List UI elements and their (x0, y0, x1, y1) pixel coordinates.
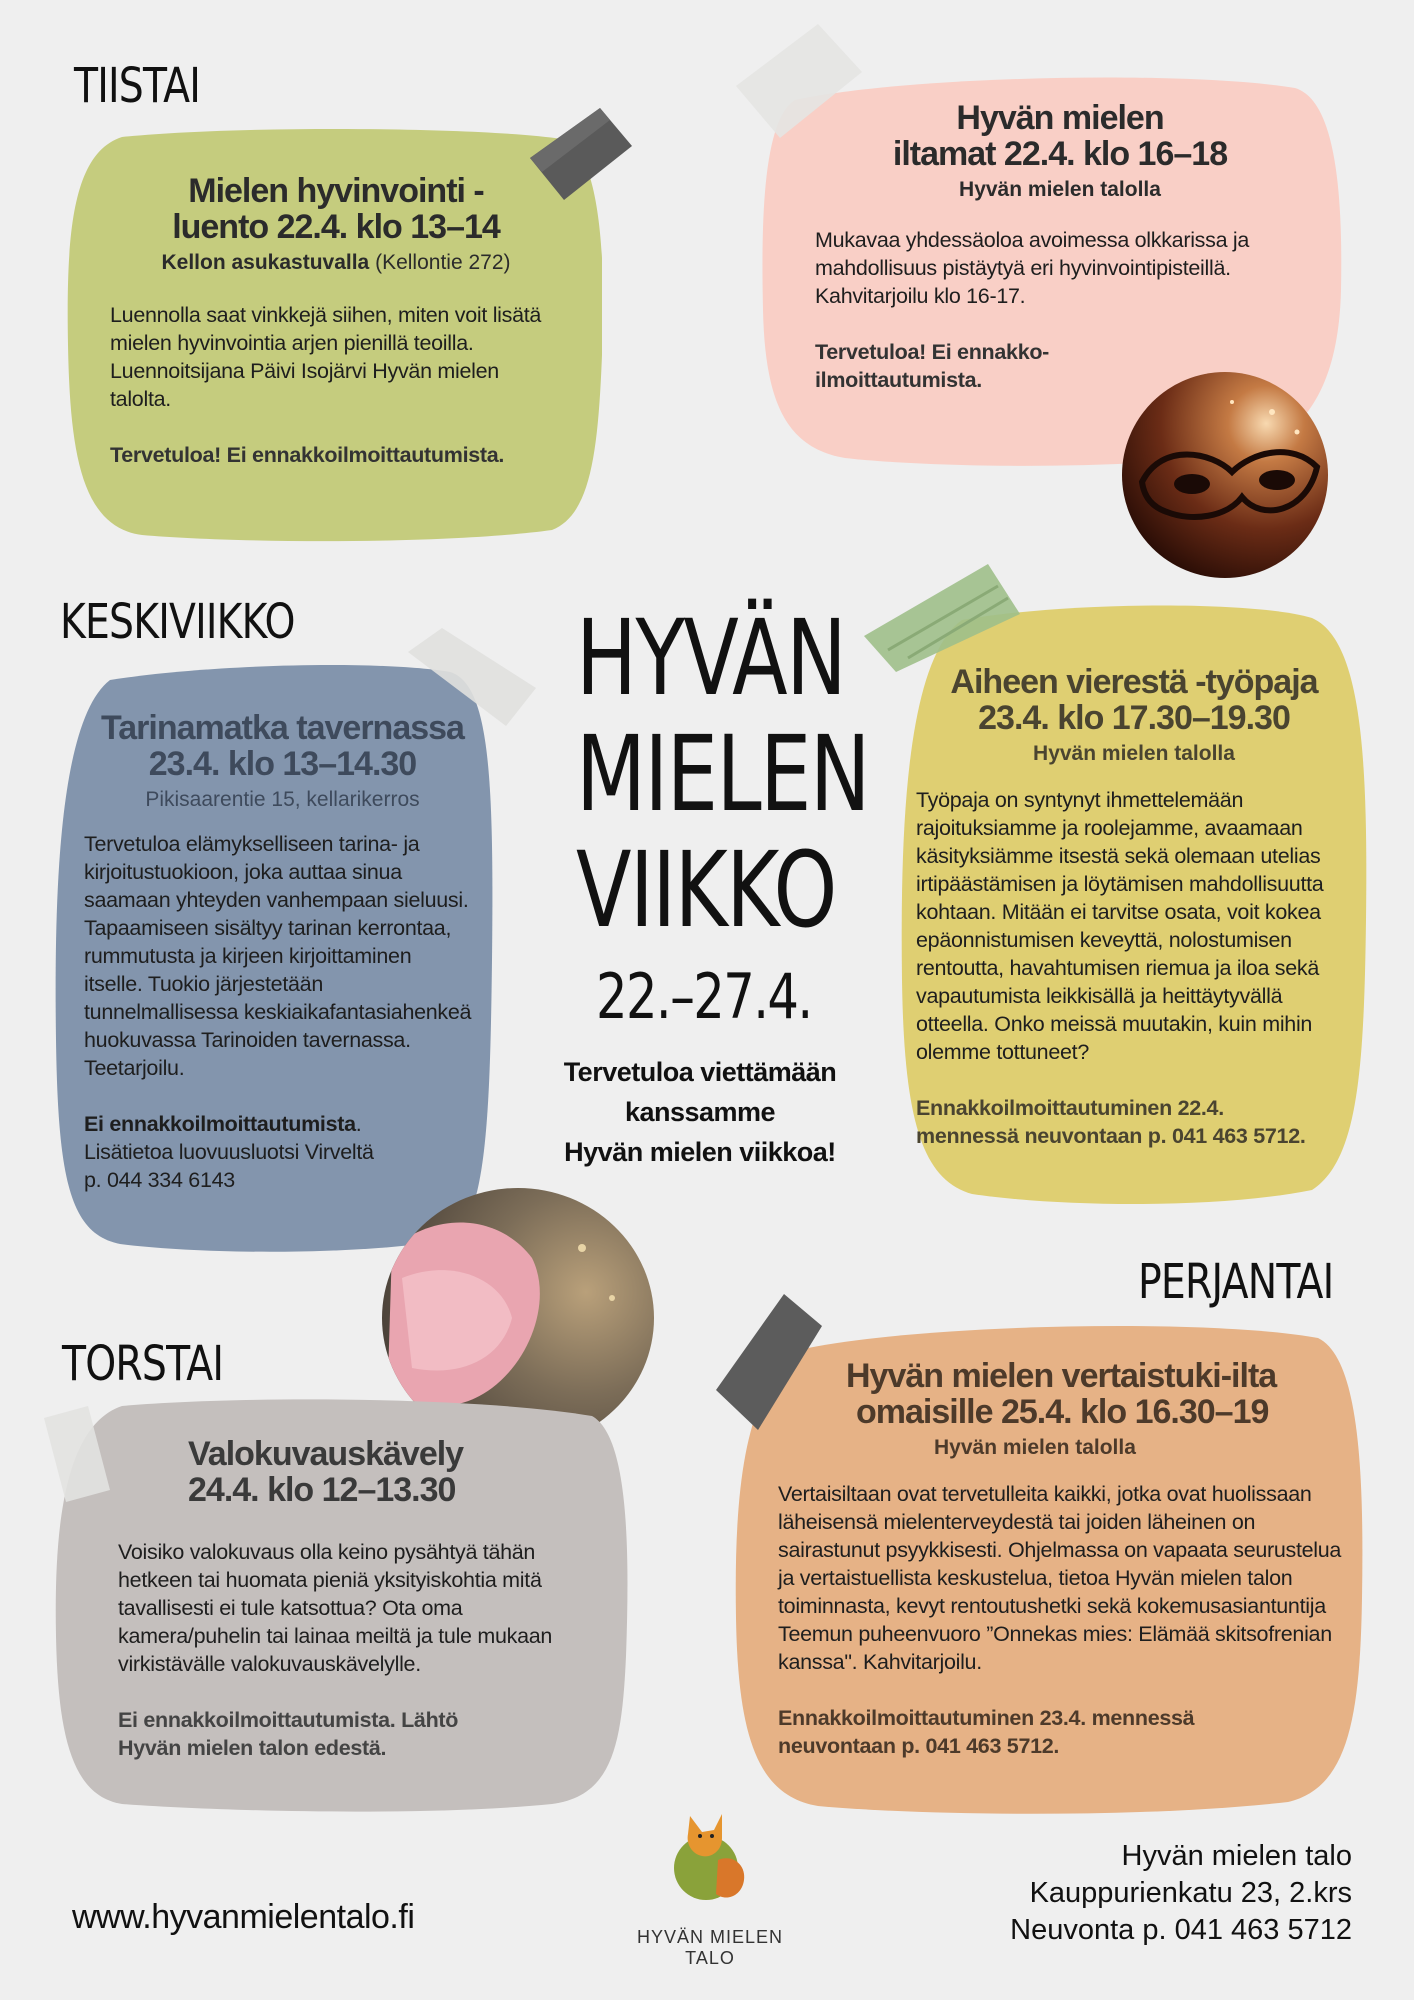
event-registration-note: Ei ennakkoilmoittautumista (84, 1112, 356, 1136)
event-registration-note: Hyvän mielen talon edestä. (118, 1736, 387, 1760)
event-description-line: mahdollisuus pistäytyä eri hyvinvointipisteillä. (815, 256, 1231, 280)
tape-decoration-dark (710, 1286, 830, 1436)
event-location: Hyvän mielen talolla (959, 178, 1161, 201)
event-description-line: käsityksiämme itsestä sekä olemaan utelias (916, 844, 1321, 868)
event-description-line: vapautumista leikkisällä ja heittäytyvällä (916, 984, 1283, 1008)
event-description-line: läheisensä mielenterveydestä tai joiden läheinen on (778, 1510, 1256, 1534)
event-description-line: Voisiko valokuvaus olla keino pysähtyä tähän (118, 1540, 536, 1564)
event-description-line: mielen hyvinvointia arjen pienillä teoilla. (110, 331, 474, 355)
event-contact-line: Lisätietoa luovuusluotsi Virveltä (84, 1140, 374, 1164)
page-title-line: VIIKKO (576, 829, 836, 951)
event-description-line: toiminnasta, kevyt rentoutushetki sekä kokemusasiantuntija (778, 1594, 1326, 1618)
event-description-line: virkistävälle valokuvauskävelylle. (118, 1652, 421, 1676)
event-description-line: Tervetuloa elämykselliseen tarina- ja (84, 832, 420, 856)
event-description-line: Luennoitsijana Päivi Isojärvi Hyvän mielen talolta. (110, 359, 499, 411)
event-location: Kellon asukastuvalla (161, 251, 370, 274)
tape-decoration-green (858, 558, 1028, 678)
event-description-line: tunnelmallisessa keskiaikafantasiahenkeä (84, 1000, 472, 1024)
event-description-line: sairastunut psyykkisesti. Ohjelmassa on vapaata seurustelua (778, 1538, 1342, 1562)
page-title (576, 597, 869, 951)
day-label-friday: PERJANTAI (1138, 1254, 1334, 1310)
welcome-text-line: Hyvän mielen viikkoa! (564, 1137, 836, 1167)
event-description-line: irtipäästämisen ja löytämisen mahdollisuutta (916, 872, 1324, 896)
event-description-line: Vertaisiltaan ovat tervetulleita kaikki, jotka ovat huolissaan (778, 1482, 1312, 1506)
address-line: Hyvän mielen talo (1121, 1840, 1352, 1872)
event-registration-note: Tervetuloa! Ei ennakkoilmoittautumista. (110, 443, 505, 467)
website-link[interactable]: www.hyvanmielentalo.fi (72, 1898, 415, 1936)
event-description-line: kirjoitustuokioon, joka auttaa sinua (84, 860, 402, 884)
event-title-line: Hyvän mielen vertaistuki-ilta (846, 1357, 1277, 1395)
event-title-line: Mielen hyvinvointi - (188, 172, 484, 210)
event-registration-note: Ennakkoilmoittautuminen 23.4. mennessä (778, 1706, 1195, 1730)
address-line: Kauppurienkatu 23, 2.krs (1029, 1877, 1352, 1909)
event-description-line: rajoituksiamme ja roolejamme, avaamaan (916, 816, 1303, 840)
event-location-address: (Kellontie 272) (369, 251, 511, 274)
event-description-line: rummutusta ja kirjeen kirjoittaminen (84, 944, 412, 968)
tape-decoration-dark (520, 100, 640, 210)
event-description-line: olemme tottuneet? (916, 1040, 1089, 1064)
event-description-line: Kahvitarjoilu klo 16-17. (815, 284, 1026, 308)
event-description-line: kamera/puhelin tai lainaa meiltä ja tule mukaan (118, 1624, 553, 1648)
event-description-line: rentoutta, havahtumisen riemua ja iloa sekä (916, 956, 1320, 980)
mask-icon (1122, 372, 1328, 578)
event-title-line: 23.4. klo 13–14.30 (148, 745, 417, 783)
event-description-line: kanssa". Kahvitarjoilu. (778, 1650, 982, 1674)
event-location: Hyvän mielen talolla (934, 1436, 1136, 1459)
event-registration-note: mennessä neuvontaan p. 041 463 5712. (916, 1124, 1306, 1148)
event-description-line: Teemun puheenvuoro ”Onnekas mies: Elämää skitsofrenian (778, 1622, 1332, 1646)
event-contact-line: p. 044 334 6143 (84, 1168, 235, 1192)
event-title-line: omaisille 25.4. klo 16.30–19 (856, 1393, 1269, 1431)
tape-decoration-light (402, 622, 542, 732)
event-description-line: itselle. Tuokio järjestetään (84, 972, 323, 996)
event-description-line: Mukavaa yhdessäoloa avoimessa olkkarissa ja (815, 228, 1250, 252)
address-line: Neuvonta p. 041 463 5712 (1010, 1914, 1352, 1946)
event-registration-note: Ei ennakkoilmoittautumista. Lähtö (118, 1708, 459, 1732)
day-label-tuesday: TIISTAI (74, 58, 201, 114)
event-card-story-journey (50, 660, 495, 1256)
event-description-line: Tapaamiseen sisältyy tarinan kerrontaa, (84, 916, 452, 940)
event-description-line: saamaan yhteyden vanhempaan sieluusi. (84, 888, 469, 912)
event-registration-note: Tervetuloa! Ei ennakko- (815, 340, 1050, 364)
tape-decoration-light (728, 16, 868, 146)
contact-address (1010, 1838, 1352, 1949)
event-location: Hyvän mielen talolla (1033, 742, 1235, 765)
event-title-line: Valokuvauskävely (188, 1435, 464, 1473)
event-week-dates: 22.–27.4. (596, 960, 812, 1033)
event-description-line: hetkeen tai huomata pieniä yksityiskohtia mitä (118, 1568, 542, 1592)
day-label-wednesday: KESKIVIIKKO (60, 594, 295, 650)
event-description-line: otteella. Onko meissä muutakin, kuin mihin (916, 1012, 1313, 1036)
welcome-text-line: kanssamme (624, 1097, 776, 1127)
event-description-line: epäonnistumisen keveyttä, nolostumisen (916, 928, 1292, 952)
event-description-line: Teetarjoilu. (84, 1056, 185, 1080)
event-title-line: 24.4. klo 12–13.30 (188, 1471, 456, 1509)
event-registration-note-suffix: . (355, 1112, 362, 1136)
event-title-line: Aiheen vierestä -työpaja (950, 663, 1318, 701)
event-description-line: Työpaja on syntynyt ihmettelemään (916, 788, 1244, 812)
tape-decoration-light (38, 1400, 118, 1510)
welcome-text (530, 1052, 870, 1172)
page-title-line: HYVÄN (576, 597, 846, 719)
event-location: Pikisaarentie 15, kellarikerros (145, 788, 420, 811)
logo-text: HYVÄN MIELEN TALO (636, 1927, 784, 1968)
masquerade-mask-photo (1122, 372, 1328, 578)
event-description-line: Luennolla saat vinkkejä siihen, miten voit lisätä (110, 303, 542, 327)
event-card-photo-walk (52, 1396, 632, 1816)
event-description-line: ja vertaistuellista keskustelua, tietoa Hyvän mielen talon (778, 1566, 1293, 1590)
event-registration-note: Ennakkoilmoittautuminen 22.4. (916, 1096, 1224, 1120)
event-title-line: 23.4. klo 17.30–19.30 (978, 699, 1290, 737)
day-label-thursday: TORSTAI (62, 1336, 224, 1392)
fox-logo-icon (660, 1806, 760, 1916)
event-title-line: Hyvän mielen (956, 99, 1164, 137)
event-description-line: tavallisesti ei tule katsottua? Ota oma (118, 1596, 463, 1620)
event-description-line: kohtaan. Mitään ei tarvitse osata, voit kokea (916, 900, 1321, 924)
event-description-line: huokuvassa Tarinoiden tavernassa. (84, 1028, 411, 1052)
organization-logo (620, 1806, 800, 1969)
event-title-line: iltamat 22.4. klo 16–18 (892, 135, 1228, 173)
event-title-line: luento 22.4. klo 13–14 (172, 208, 500, 246)
event-card-workshop (892, 600, 1372, 1210)
page-title-line: MIELEN (576, 713, 869, 835)
event-registration-note: neuvontaan p. 041 463 5712. (778, 1734, 1060, 1758)
welcome-text-line: Tervetuloa viettämään (563, 1057, 837, 1087)
event-registration-note: ilmoittautumista. (815, 368, 982, 392)
event-title-line: Tarinamatka tavernassa (101, 709, 464, 747)
